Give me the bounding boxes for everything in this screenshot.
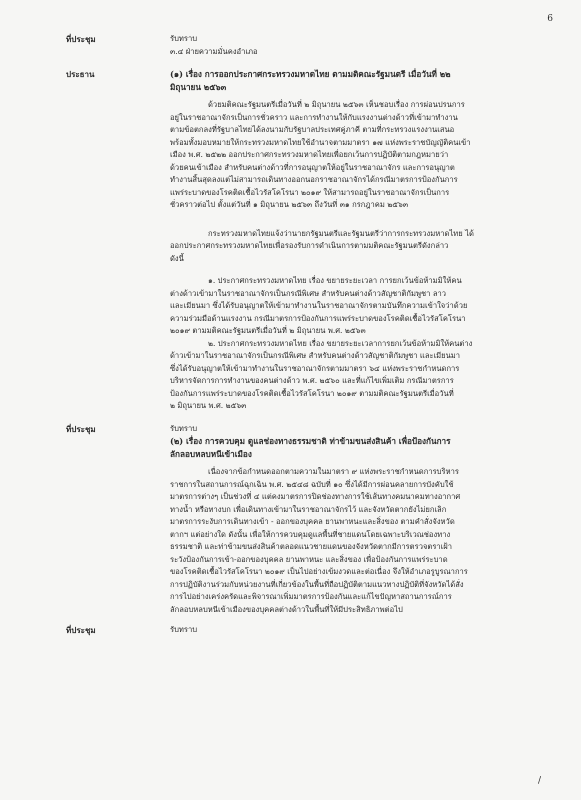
section-body bbox=[170, 423, 548, 617]
meeting-section bbox=[66, 33, 548, 58]
paragraph-line: ระวังป้องกันการเข้า-ออกของบุคคล ยานพาหนะ และสิ่งของ เพื่อป้องกันการแพร่ระบาด bbox=[170, 554, 448, 564]
paragraph-line: การไปอย่างเคร่งครัดและพิจารณาเพิ่มมาตรการป้องกันและแก้ไขปัญหาสถานการณ์การ bbox=[170, 592, 452, 601]
paragraph-line: ๒. ประกาศกระทรวงมหาดไทย เรื่อง ขยายระยะเวลาการยกเว้นข้อห้ามมิให้คนต่าง bbox=[208, 338, 473, 348]
paragraph-line: ตามข้อตกลงที่รัฐบาลไทยได้ลงนามกับรัฐบาลประเทศคู่ภาคี ตามที่กระทรวงแรงงานเสนอ bbox=[170, 125, 455, 134]
paragraph-line: ต่างด้าวเข้ามาในราชอาณาจักรเป็นกรณีพิเศษ สำหรับคนต่างด้าวสัญชาติกัมพูชา ลาว bbox=[170, 288, 447, 298]
paragraph-line: เนื่องจากข้อกำหนดออกตามความในมาตรา ๙ แห่งพระราชกำหนดการบริหาร bbox=[208, 467, 459, 476]
paragraph-line: ทำงานสิ้นสุดลงแต่ไม่สามารถเดินทางออกนอกราชอาณาจักรได้กรณีมาตรการป้องกันการ bbox=[170, 175, 458, 184]
paragraph-line: ลักลอบหลบหนีเข้าเมืองของบุคคลต่างด้าวในพื้นที่ให้มีประสิทธิภาพต่อไป bbox=[170, 604, 403, 614]
paragraph-line: มาตรการระงับการเดินทางเข้า - ออกของบุคคล ยานพาหนะและสิ่งของ ตามคำสั่งจังหวัด bbox=[170, 517, 455, 526]
paragraph-line: การปฏิบัติงานร่วมกับหน่วยงานที่เกี่ยวข้องในพื้นที่ถือปฏิบัติตามแนวทางปฏิบัติที่จังหวัดได้สั่ง bbox=[170, 579, 464, 589]
paragraph-line: ชั่วคราวต่อไป ตั้งแต่วันที่ ๑ มิถุนายน ๒๕๖๓ ถึงวันที่ ๓๑ กรกฎาคม ๒๕๖๓ bbox=[170, 200, 409, 209]
paragraph-line: พร้อมทั้งมอบหมายให้กระทรวงมหาดไทยใช้อำนาจตามมาตรา ๑๗ แห่งพระราชบัญญัติคนเข้า bbox=[170, 137, 471, 147]
agenda-heading-line: (๒) เรื่อง การควบคุม ดูแลช่องทางธรรมชาติ ท่าข้ามขนส่งสินค้า เพื่อป้องกันการ bbox=[170, 436, 451, 446]
section-body bbox=[170, 33, 548, 58]
section-label: ที่ประชุม bbox=[66, 34, 96, 44]
paragraph-line: ธรรมชาติ และท่าข้ามขนส่งสินค้าตลอดแนวชายแดนของจังหวัดตากมีการตรวจตราเฝ้า bbox=[170, 542, 452, 551]
paragraph-line: และเมียนมา ซึ่งได้รับอนุญาตให้เข้ามาทำงานในราชอาณาจักรตามบันทึกความเข้าใจว่าด้วย bbox=[170, 301, 468, 310]
paragraph-line: รับทราบ bbox=[170, 423, 198, 433]
meeting-section bbox=[66, 68, 548, 413]
paragraph-line: แพร่ระบาดของโรคติดเชื้อไวรัสโคโรนา ๒๐๑๙ ให้สามารถอยู่ในราชอาณาจักรเป็นการ bbox=[170, 187, 450, 197]
meeting-section bbox=[66, 624, 548, 637]
paragraph-line: กระทรวงมหาดไทยแจ้งว่านายกรัฐมนตรีและรัฐมนตรีว่าการกระทรวงมหาดไทย ได้ bbox=[208, 228, 474, 238]
paragraph-line: ซึ่งได้รับอนุญาตให้เข้ามาทำงานในราชอาณาจักรตามมาตรา ๖๔ แห่งพระราชกำหนดการ bbox=[170, 363, 460, 373]
paragraph-line: ด้วยมติคณะรัฐมนตรีเมื่อวันที่ ๒ มิถุนายน ๒๕๖๓ เห็นชอบเรื่อง การผ่อนปรนการ bbox=[208, 100, 465, 109]
paragraph-line: ดังนี้ bbox=[170, 253, 184, 263]
page-number: 6 bbox=[547, 14, 553, 24]
paragraph-line: บริหารจัดการการทำงานของคนต่างด้าว พ.ศ. ๒๕๖๐ และที่แก้ไขเพิ่มเติม กรณีมาตรการ bbox=[170, 376, 454, 385]
paragraph-line: ความร่วมมือด้านแรงงาน กรณีมาตรการป้องกันการแพร่ระบาดของโรคติดเชื้อไวรัสโคโรนา bbox=[170, 313, 466, 323]
paragraph-line: ๓.๔ ฝ่ายความมั่นคงอำเภอ bbox=[170, 46, 258, 56]
paragraph-line: ตากฯ แต่อย่างใด ดังนั้น เพื่อให้การควบคุมดูแลพื้นที่ชายแดนโดยเฉพาะบริเวณช่องทาง bbox=[170, 529, 451, 539]
paragraph-line: ออกประกาศกระทรวงมหาดไทยเพื่อรองรับการดำเนินการตามมติคณะรัฐมนตรีดังกล่าว bbox=[170, 241, 449, 250]
footer-mark: / bbox=[537, 776, 541, 786]
agenda-heading-line: มิถุนายน ๒๕๖๓ bbox=[170, 81, 227, 92]
section-body bbox=[170, 624, 548, 637]
paragraph-line: ด้วยคนเข้าเมือง สำหรับคนต่างด้าวที่การอนุญาตให้อยู่ในราชอาณาจักร และการอนุญาต bbox=[170, 162, 455, 172]
paragraph-line: ทางน้ำ หรือทางบก เพื่อเดินทางเข้ามาในราชอาณาจักรไว้ และจังหวัดตากยังไม่ยกเลิก bbox=[170, 504, 447, 514]
agenda-heading-line: (๑) เรื่อง การออกประกาศกระทรวงมหาดไทย ตามมติคณะรัฐมนตรี เมื่อวันที่ ๒๒ bbox=[170, 69, 451, 79]
paragraph-line: ของโรคติดเชื้อไวรัสโคโรนา ๒๐๑๙ เป็นไปอย่างเข้มงวดและต่อเนื่อง จึงให้อำเภอรูบูรณาการ bbox=[170, 567, 468, 576]
paragraph-line: มาตรการต่างๆ เป็นช่วงที่ ๔ แต่คงมาตรการปิดช่องทางการใช้เส้นทางคมนาคมทางอากาศ bbox=[170, 492, 461, 501]
paragraph-line: ๒ มิถุนายน พ.ศ. ๒๕๖๓ bbox=[170, 401, 247, 410]
spacer bbox=[170, 265, 548, 275]
section-body bbox=[170, 68, 548, 413]
agenda-heading-line: ลักลอบหลบหนีเข้าเมือง bbox=[170, 448, 252, 459]
paragraph-line: รับทราบ bbox=[170, 34, 198, 43]
paragraph-line: ด้าวเข้ามาในราชอาณาจักรเป็นกรณีพิเศษ สำหรับคนต่างด้าวสัญชาติกัมพูชา และเมียนมา bbox=[170, 351, 461, 360]
paragraph-line: ๒๐๑๙ ตามมติคณะรัฐมนตรีเมื่อวันที่ ๒ มิถุนายน พ.ศ. ๒๕๖๓ bbox=[170, 326, 366, 335]
section-label: ที่ประชุม bbox=[66, 625, 96, 635]
paragraph-line: อยู่ในราชอาณาจักรเป็นการชั่วคราว และการทำงานให้กับแรงงานต่างด้าวที่เข้ามาทำงาน bbox=[170, 112, 458, 122]
document-body bbox=[66, 33, 548, 637]
paragraph-line: เมือง พ.ศ. ๒๕๒๒ ออกประกาศกระทรวงมหาดไทยเพื่อยกเว้นการปฏิบัติตามกฎหมายว่า bbox=[170, 150, 449, 159]
paragraph-line: ราชการในสถานการณ์ฉุกเฉิน พ.ศ. ๒๕๔๘ ฉบับที่ ๑๐ ซึ่งได้มีการผ่อนคลายการบังคับใช้ bbox=[170, 479, 454, 489]
paragraph-line: ป้องกันการแพร่ระบาดของโรคติดเชื้อไวรัสโคโรนา ๒๐๑๙ ตามมติคณะรัฐมนตรีเมื่อวันที่ bbox=[170, 388, 454, 398]
section-label: ที่ประชุม bbox=[66, 423, 96, 434]
section-label: ประธาน bbox=[66, 69, 95, 79]
paragraph-line: รับทราบ bbox=[170, 625, 198, 634]
paragraph-line: ๑. ประกาศกระทรวงมหาดไทย เรื่อง ขยายระยะเวลา การยกเว้นข้อห้ามมิให้คน bbox=[208, 276, 462, 285]
meeting-section bbox=[66, 423, 548, 617]
spacer bbox=[170, 212, 548, 228]
